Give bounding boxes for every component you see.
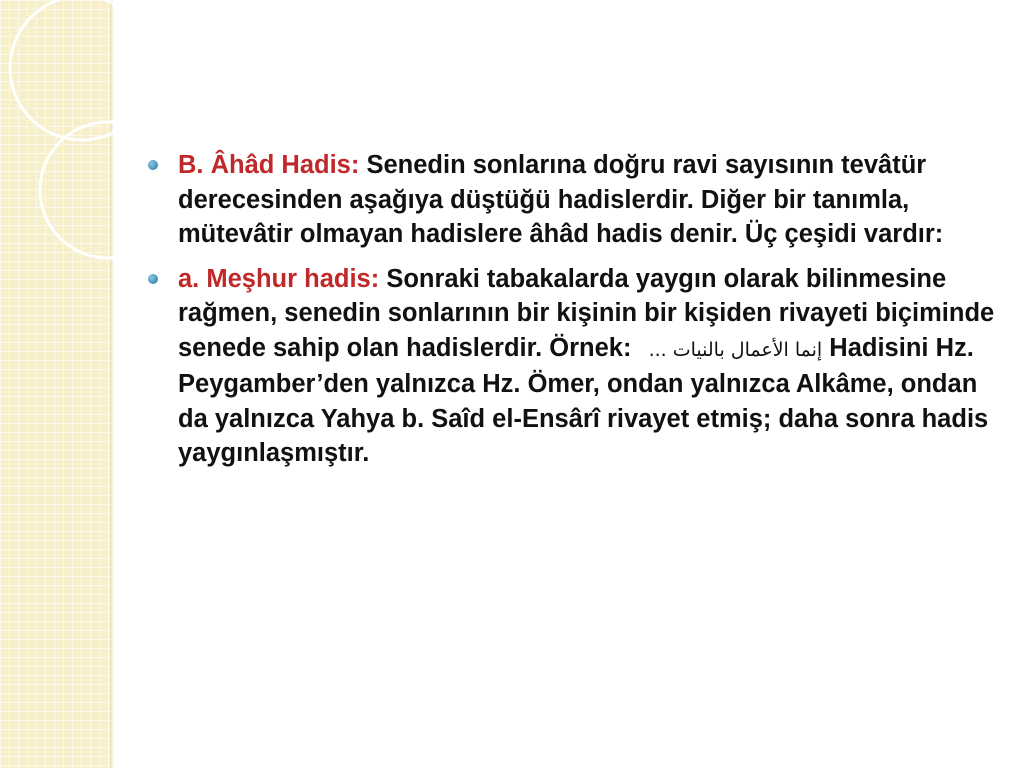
bullet-body-before: Sonraki tabakalarda yaygın olarak bilinmesine rağmen, senedin sonlarının bir kişinin bir kişiden rivayeti biçiminde senede sahip olan hadislerdir. Örnek: — [178, 264, 995, 362]
decorative-ring-small — [40, 122, 160, 258]
bullet-meshur-hadis — [146, 262, 996, 471]
bullet-dot-icon — [148, 274, 158, 284]
slide-content — [146, 148, 996, 481]
decorative-ring-large — [10, 0, 154, 140]
arabic-hadith-quote: إنما الأعمال بالنيات ... — [648, 338, 823, 361]
bullet-dot-icon — [148, 160, 158, 170]
decorative-circles — [0, 0, 160, 280]
bullet-body: Senedin sonlarına doğru ravi sayısının tevâtür derecesinden aşağıya düştüğü hadislerdir. Diğer bir tanımla, mütevâtir olmayan hadislere âhâd hadis denir. Üç çeşidi vardır: — [178, 151, 944, 248]
bullet-ahad-hadis — [146, 148, 996, 252]
bullet-term: B. Âhâd Hadis: — [178, 151, 360, 179]
bullet-body-after: Hadisini Hz. Peygamber’den yalnızca Hz. Ömer, ondan yalnızca Alkâme, ondan da yalnızca Yahya b. Saîd el-Ensârî rivayet etmiş; daha sonra hadis yaygınlaşmıştır. — [178, 333, 989, 467]
bullet-term: a. Meşhur hadis: — [178, 264, 380, 293]
